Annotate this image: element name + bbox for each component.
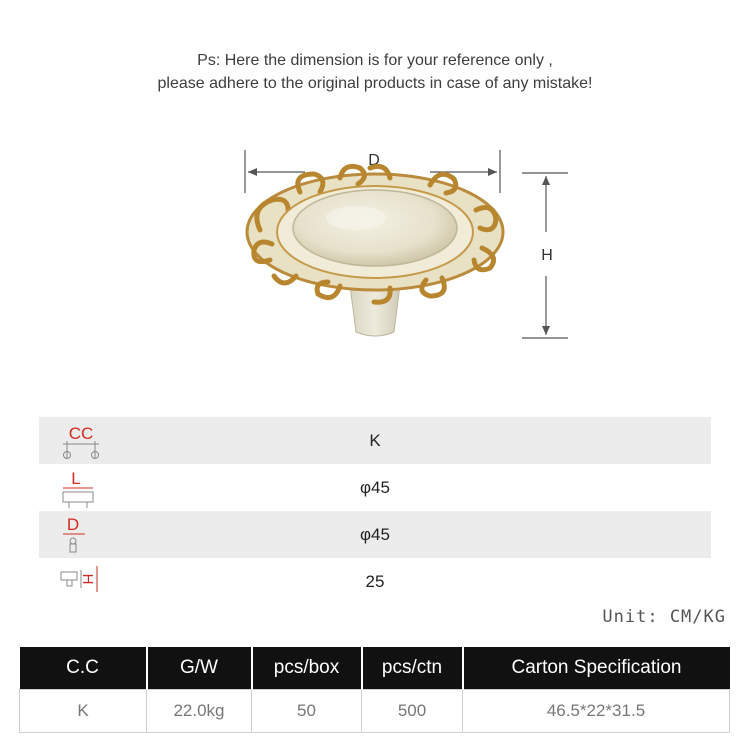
spec-row-cc	[39, 417, 711, 464]
table-row	[20, 690, 730, 733]
packing-table	[19, 647, 730, 733]
spec-row-length	[39, 464, 711, 511]
svg-text:D: D	[66, 515, 80, 534]
cell-gw: 22.0kg	[147, 690, 252, 733]
unit-label: Unit: CM/KG	[602, 607, 726, 627]
header-gw: G/W	[147, 647, 252, 690]
spec-value-diameter: φ45	[360, 524, 390, 544]
note-line-2: please adhere to the original products in case of any mistake!	[157, 75, 593, 92]
svg-text:H: H	[79, 573, 96, 585]
knob-product-figure	[230, 140, 590, 350]
svg-text:L: L	[71, 469, 81, 488]
cell-cc: K	[20, 690, 147, 733]
spec-value-length: φ45	[360, 477, 390, 497]
spec-row-height	[39, 558, 711, 605]
cell-carton-spec: 46.5*22*31.5	[463, 690, 730, 733]
spec-value-cc: K	[369, 430, 381, 450]
packing-header-row	[20, 647, 730, 690]
cell-pcs-box: 50	[252, 690, 362, 733]
header-carton-spec: Carton Specification	[463, 647, 730, 690]
knob-cap	[293, 190, 457, 266]
d-label: D	[368, 152, 380, 169]
header-pcs-box: pcs/box	[252, 647, 362, 690]
spec-row-diameter	[39, 511, 711, 558]
spec-value-height: 25	[365, 571, 385, 591]
note-line-1: Ps: Here the dimension is for your reference only ,	[197, 52, 553, 69]
cell-pcs-ctn: 500	[362, 690, 463, 733]
reference-note	[0, 49, 750, 95]
header-pcs-ctn: pcs/ctn	[362, 647, 463, 690]
svg-text:CC: CC	[68, 424, 94, 443]
header-cc: C.C	[20, 647, 147, 690]
spec-table	[39, 417, 711, 605]
h-label: H	[541, 247, 553, 264]
